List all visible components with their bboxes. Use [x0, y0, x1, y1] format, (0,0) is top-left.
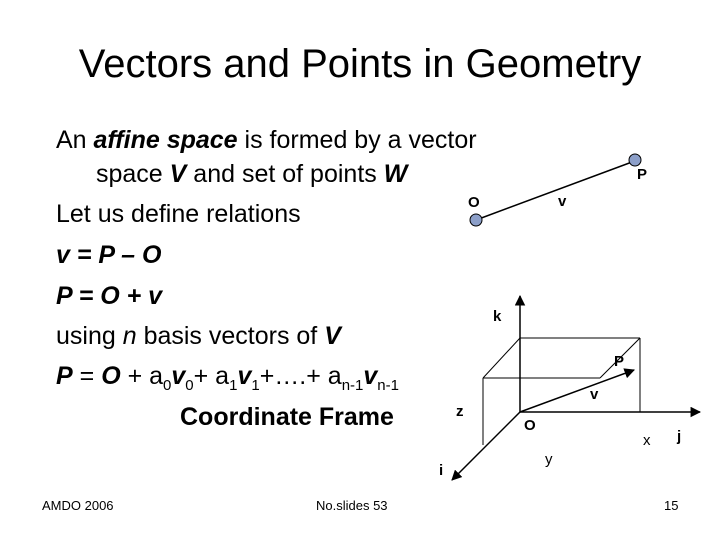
line1-emphasis: affine space: [93, 126, 238, 154]
box-edge: [483, 338, 520, 378]
label-i: i: [439, 462, 444, 479]
line6-mid: basis vectors of: [136, 322, 325, 350]
coordinate-frame-label: Coordinate Frame: [180, 403, 394, 431]
label-y: y: [545, 451, 553, 468]
footer-left: AMDO 2006: [42, 498, 114, 513]
label-P-top: P: [637, 166, 648, 183]
footer-center: No.slides 53: [316, 498, 388, 513]
line2-mid: and set of points: [186, 160, 384, 188]
formula-eq: =: [72, 362, 102, 390]
equation-P: P = O + v: [56, 282, 163, 310]
vector-v-arrow: [476, 162, 632, 220]
label-O-top: O: [468, 194, 480, 211]
label-j: j: [677, 428, 682, 445]
formula-sub1: 1: [229, 377, 238, 394]
body-line-3: Let us define relations: [56, 200, 301, 228]
slide-title: Vectors and Points in Geometry: [78, 42, 642, 86]
point-O-marker: [470, 214, 482, 226]
formula-sub1b: 1: [251, 377, 260, 394]
formula-sub0b: 0: [185, 377, 194, 394]
line6-V: V: [324, 322, 341, 350]
formula-term0-coef: + a: [120, 362, 164, 390]
line1-post: is formed by a vector: [237, 126, 477, 154]
line6-n: n: [122, 322, 137, 350]
formula-subn: n-1: [341, 377, 364, 394]
label-v-frame: v: [590, 386, 599, 403]
vector-OP-arrow: [520, 370, 634, 412]
formula-sub0: 0: [163, 377, 172, 394]
line1-pre: An: [56, 126, 94, 154]
point-P-marker: [629, 154, 641, 166]
formula-term1-coef: + a: [193, 362, 230, 390]
formula-v1: v: [237, 362, 252, 390]
axis-i-arrow: [452, 412, 520, 480]
equation-v: v = P – O: [56, 241, 162, 269]
line6-pre: using: [56, 322, 123, 350]
line2-W: W: [383, 160, 408, 188]
formula-O: O: [101, 362, 121, 390]
line2-pre: space: [96, 160, 170, 188]
formula-v0: v: [171, 362, 186, 390]
formula-subnb: n-1: [377, 377, 399, 394]
label-k: k: [493, 308, 502, 325]
formula-vn: v: [363, 362, 378, 390]
label-v-top: v: [558, 193, 567, 210]
label-P-frame: P: [614, 353, 625, 370]
formula-termn-coef: +….+ a: [259, 362, 342, 390]
slide-number: 15: [664, 498, 679, 513]
label-O-frame: O: [524, 417, 536, 434]
formula-P: P: [56, 362, 73, 390]
label-x: x: [643, 432, 651, 449]
label-z: z: [456, 403, 464, 420]
line2-V: V: [169, 160, 187, 188]
